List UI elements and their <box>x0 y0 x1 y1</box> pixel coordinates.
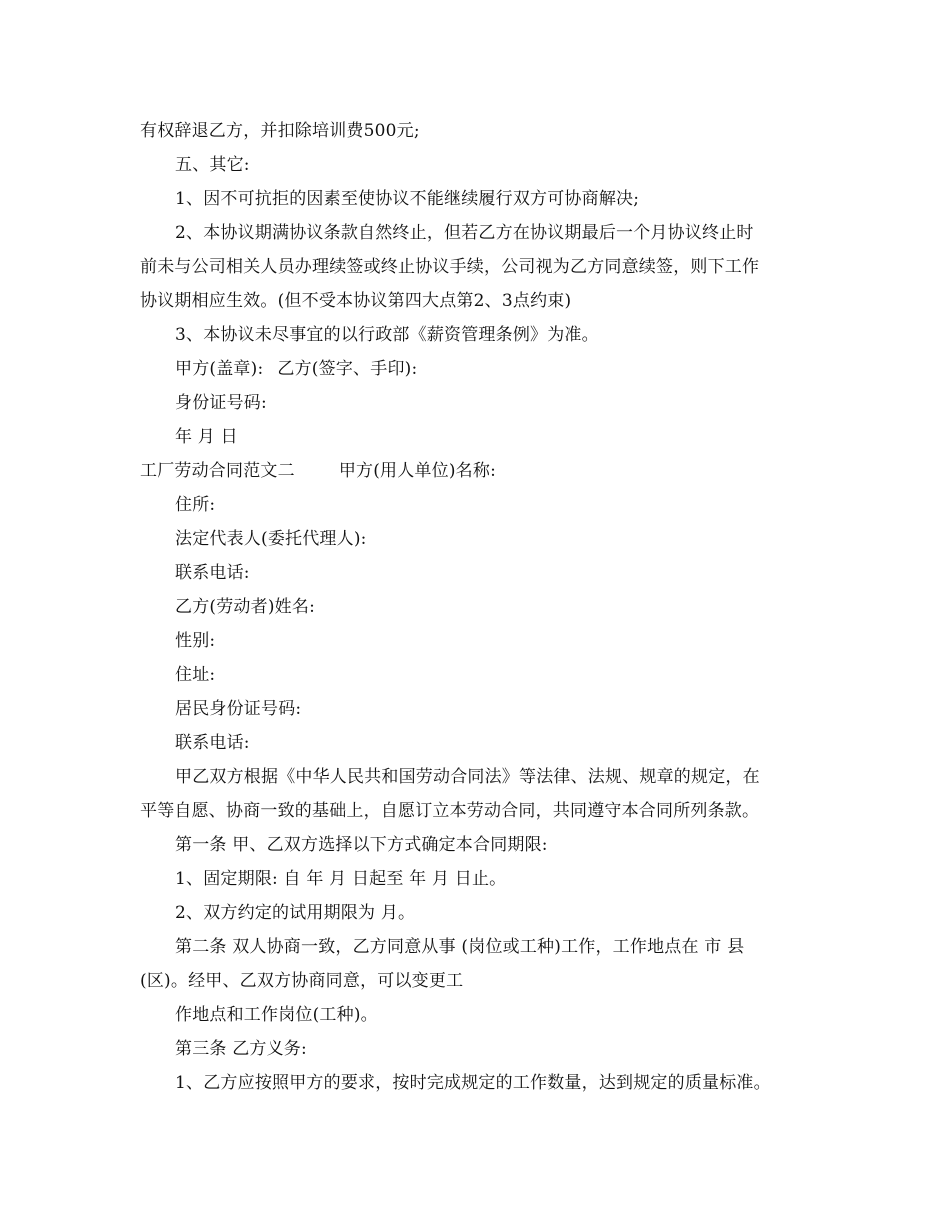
signature-line <box>175 358 820 380</box>
field-label: 居民身份证号码: <box>175 699 302 719</box>
text-line: 1、乙方应按照甲方的要求，按时完成规定的工作数量，达到规定的质量标准。 <box>175 1073 771 1093</box>
date-line: 年 月 日 <box>175 427 238 447</box>
party-b-sign-label: 乙方(签字、手印): <box>277 359 418 379</box>
field-label: 法定代表人(委托代理人): <box>175 529 367 549</box>
contract-title-line <box>140 460 820 482</box>
text-line: 甲乙双方根据《中华人民共和国劳动合同法》等法律、法规、规章的规定，在 <box>175 767 760 787</box>
field-label: 联系电话: <box>175 563 250 583</box>
field-label: 乙方(劳动者)姓名: <box>175 597 315 617</box>
text-line: 有权辞退乙方，并扣除培训费500元; <box>140 121 420 141</box>
contract-title: 工厂劳动合同范文二 <box>140 461 295 481</box>
field-label: 性别: <box>175 631 216 651</box>
id-number-label: 身份证号码: <box>175 393 267 413</box>
text-line: 3、本协议未尽事宜的以行政部《薪资管理条例》为准。 <box>175 325 599 345</box>
employer-name-label: 甲方(用人单位)名称: <box>338 461 497 481</box>
field-label: 联系电话: <box>175 733 250 753</box>
text-line: 前未与公司相关人员办理续签或终止协议手续，公司视为乙方同意续签，则下工作 <box>140 257 760 277</box>
text-line: 2、本协议期满协议条款自然终止，但若乙方在协议期最后一个月协议终止时 <box>175 223 754 243</box>
section-heading: 五、其它: <box>175 155 250 175</box>
text-line: 1、因不可抗拒的因素至使协议不能继续履行双方可协商解决; <box>175 189 640 209</box>
text-line: 1、固定期限: 自 年 月 日起至 年 月 日止。 <box>175 869 507 889</box>
text-line: 平等自愿、协商一致的基础上，自愿订立本劳动合同，共同遵守本合同所列条款。 <box>140 801 760 821</box>
text-line: 协议期相应生效。(但不受本协议第四大点第2、3点约束) <box>140 291 572 311</box>
text-line: 2、双方约定的试用期限为 月。 <box>175 903 416 923</box>
field-label: 住址: <box>175 665 216 685</box>
text-line: (区)。经甲、乙双方协商同意，可以变更工 <box>140 971 464 991</box>
party-a-seal-label: 甲方(盖章): <box>175 359 264 379</box>
article-heading: 第二条 双人协商一致，乙方同意从事 (岗位或工种)工作，工作地点在 市 县 <box>175 937 745 957</box>
field-label: 住所: <box>175 495 216 515</box>
text-line: 作地点和工作岗位(工种)。 <box>175 1005 378 1025</box>
article-heading: 第一条 甲、乙双方选择以下方式确定本合同期限: <box>175 835 548 855</box>
article-heading: 第三条 乙方义务: <box>175 1039 307 1059</box>
